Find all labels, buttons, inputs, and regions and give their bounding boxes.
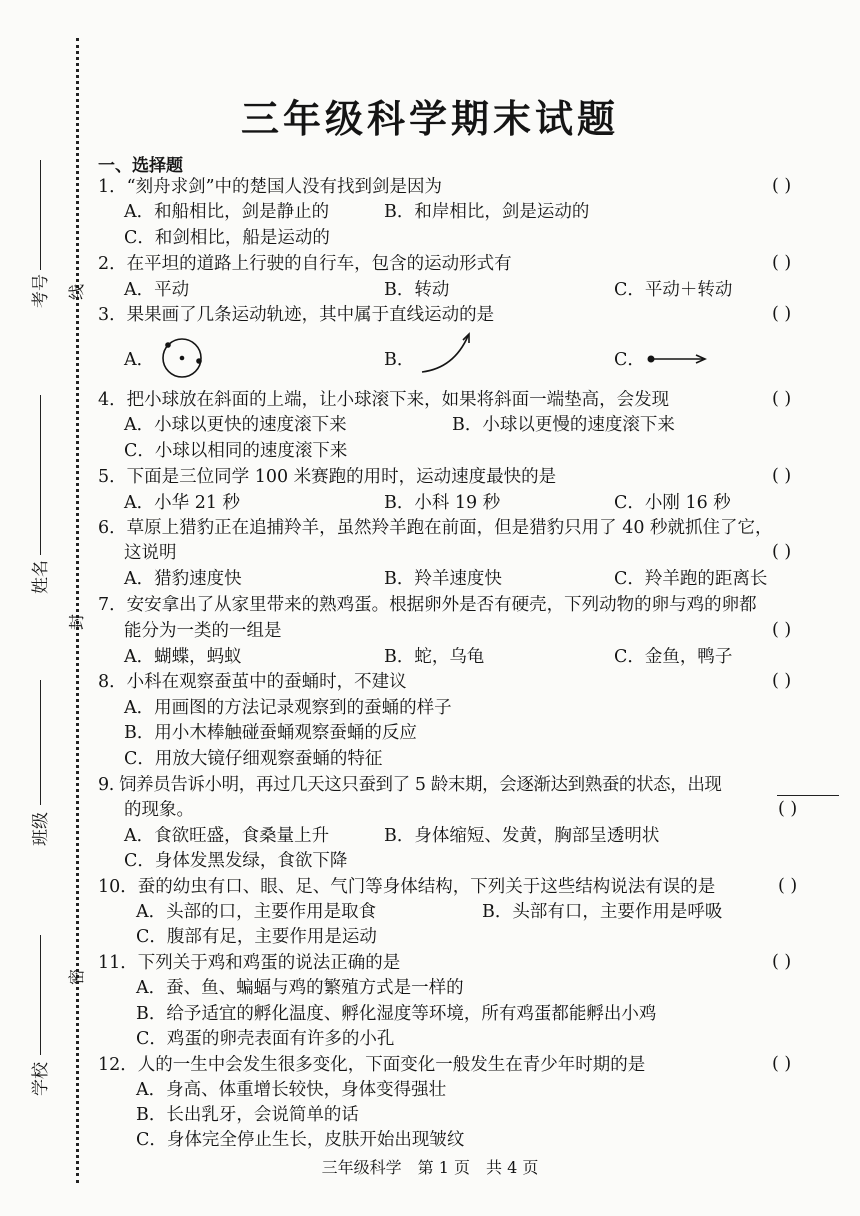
dotted-binding-line bbox=[76, 38, 79, 1183]
q2-option-c: C．平动＋转动 bbox=[614, 280, 733, 300]
q8-option-b: B．用小木棒触碰蚕蛹观察蚕蛹的反应 bbox=[124, 723, 417, 743]
q11-option-c: C．鸡蛋的卵壳表面有许多的小孔 bbox=[136, 1029, 395, 1049]
q10-option-b: B．头部有口，主要作用是呼吸 bbox=[482, 902, 723, 922]
q10-stem: 10．蚕的幼虫有口、眼、足、气门等身体结构，下列关于这些结构说法有误的是 bbox=[98, 877, 716, 897]
q12-stem: 12．人的一生中会发生很多变化，下面变化一般发生在青少年时期的是 bbox=[98, 1055, 646, 1075]
q12-option-a: A．身高、体重增长较快，身体变得强壮 bbox=[136, 1080, 447, 1100]
q5-option-a: A．小华 21 秒 bbox=[124, 493, 241, 513]
q6-stem-continued: 这说明 bbox=[124, 543, 177, 563]
q11-stem: 11．下列关于鸡和鸡蛋的说法正确的是 bbox=[98, 953, 401, 973]
q10-option-a: A．头部的口，主要作用是取食 bbox=[136, 902, 377, 922]
q2-option-a: A．平动 bbox=[124, 280, 190, 300]
q1-option-c: C．和剑相比，船是运动的 bbox=[124, 228, 330, 248]
q3-stem: 3．果果画了几条运动轨迹，其中属于直线运动的是 bbox=[98, 305, 495, 325]
q9-option-b: B．身体缩短、发黄，胸部呈透明状 bbox=[384, 826, 660, 846]
q11-option-a: A．蚕、鱼、蝙蝠与鸡的繁殖方式是一样的 bbox=[136, 978, 464, 998]
q4-option-b: B．小球以更慢的速度滚下来 bbox=[452, 415, 675, 435]
q4-stem: 4．把小球放在斜面的上端，让小球滚下来，如果将斜面一端垫高，会发现 bbox=[98, 390, 670, 410]
q6-answer-paren: ( ) bbox=[772, 542, 792, 562]
school-line bbox=[40, 935, 41, 1055]
q4-option-c: C．小球以相同的速度滚下来 bbox=[124, 441, 348, 461]
q7-option-a: A．蝴蝶，蚂蚁 bbox=[124, 647, 242, 667]
q7-option-c: C．金鱼，鸭子 bbox=[614, 647, 733, 667]
q6-option-a: A．猎豹速度快 bbox=[124, 569, 242, 589]
q4-option-a: A．小球以更快的速度滚下来 bbox=[124, 415, 347, 435]
seal-mark-xian: 线 bbox=[67, 283, 86, 300]
q11-option-b: B．给予适宜的孵化温度、孵化湿度等环境，所有鸡蛋都能孵出小鸡 bbox=[136, 1004, 657, 1024]
q3-option-c: C． bbox=[614, 350, 645, 370]
circle-trajectory-icon bbox=[158, 334, 208, 382]
q6-stem: 6．草原上猎豹正在追捕羚羊，虽然羚羊跑在前面，但是猎豹只用了 40 秒就抓住了它， bbox=[98, 518, 773, 538]
q2-answer-paren: ( ) bbox=[772, 253, 792, 273]
section-heading: 一、选择题 bbox=[98, 156, 183, 176]
q12-option-b: B．长出乳牙，会说简单的话 bbox=[136, 1105, 359, 1125]
q1-answer-paren: ( ) bbox=[772, 176, 792, 196]
page-title: 三年级科学期末试题 bbox=[240, 97, 619, 141]
q7-option-b: B．蛇，乌龟 bbox=[384, 647, 485, 667]
q6-option-b: B．羚羊速度快 bbox=[384, 569, 502, 589]
q6-option-c: C．羚羊跑的距离长 bbox=[614, 569, 768, 589]
q4-answer-paren: ( ) bbox=[772, 389, 792, 409]
q3-option-a: A． bbox=[124, 350, 155, 370]
q2-option-b: B．转动 bbox=[384, 280, 450, 300]
q11-answer-paren: ( ) bbox=[772, 952, 792, 972]
q1-stem: 1．“刻舟求剑”中的楚国人没有找到剑是因为 bbox=[98, 177, 443, 197]
q10-option-c: C．腹部有足，主要作用是运动 bbox=[136, 927, 377, 947]
q9-stem: 9. 饲养员告诉小明，再过几天这只蚕到了 5 龄末期，会逐渐达到熟蚕的状态，出现 bbox=[98, 775, 722, 795]
q5-stem: 5．下面是三位同学 100 米赛跑的用时，运动速度最快的是 bbox=[98, 467, 557, 487]
q10-answer-paren: ( ) bbox=[778, 876, 798, 896]
q9-stem-continued: 的现象。 bbox=[124, 800, 194, 820]
q12-answer-paren: ( ) bbox=[772, 1054, 792, 1074]
q9-answer-paren: ( ) bbox=[778, 799, 798, 819]
q3-answer-paren: ( ) bbox=[772, 304, 792, 324]
q8-answer-paren: ( ) bbox=[772, 671, 792, 691]
school-label: 学校 bbox=[31, 1062, 51, 1096]
page-footer: 三年级科学 第 1 页 共 4 页 bbox=[321, 1158, 539, 1177]
q7-stem: 7．安安拿出了从家里带来的熟鸡蛋。根据卵外是否有硬壳，下列动物的卵与鸡的卵都 bbox=[98, 595, 757, 615]
seal-mark-feng: 封 bbox=[67, 613, 86, 630]
q9-option-c: C．身体发黑发绿，食欲下降 bbox=[124, 851, 348, 871]
q9-fill-blank bbox=[777, 795, 839, 796]
q8-option-a: A．用画图的方法记录观察到的蚕蛹的样子 bbox=[124, 698, 452, 718]
exam-number-line bbox=[40, 160, 41, 270]
q9-option-a: A．食欲旺盛，食桑量上升 bbox=[124, 826, 330, 846]
q5-answer-paren: ( ) bbox=[772, 466, 792, 486]
name-line bbox=[40, 395, 41, 555]
q2-stem: 2．在平坦的道路上行驶的自行车，包含的运动形式有 bbox=[98, 254, 512, 274]
curve-trajectory-icon bbox=[418, 332, 474, 376]
name-label: 姓名 bbox=[31, 560, 51, 594]
q8-stem: 8．小科在观察蚕茧中的蚕蛹时，不建议 bbox=[98, 672, 407, 692]
class-line bbox=[40, 680, 41, 805]
q5-option-b: B．小科 19 秒 bbox=[384, 493, 501, 513]
q1-option-a: A．和船相比，剑是静止的 bbox=[124, 202, 330, 222]
seal-mark-mi: 密 bbox=[67, 968, 86, 985]
q1-option-b: B．和岸相比，剑是运动的 bbox=[384, 202, 590, 222]
q7-answer-paren: ( ) bbox=[772, 620, 792, 640]
q5-option-c: C．小刚 16 秒 bbox=[614, 493, 731, 513]
class-label: 班级 bbox=[31, 812, 51, 846]
q8-option-c: C．用放大镜仔细观察蚕蛹的特征 bbox=[124, 749, 383, 769]
q3-option-b: B． bbox=[384, 350, 415, 370]
q7-stem-continued: 能分为一类的一组是 bbox=[124, 621, 282, 641]
exam-number-label: 考号 bbox=[31, 274, 51, 308]
q12-option-c: C．身体完全停止生长，皮肤开始出现皱纹 bbox=[136, 1130, 465, 1150]
straight-line-trajectory-icon bbox=[644, 351, 708, 367]
